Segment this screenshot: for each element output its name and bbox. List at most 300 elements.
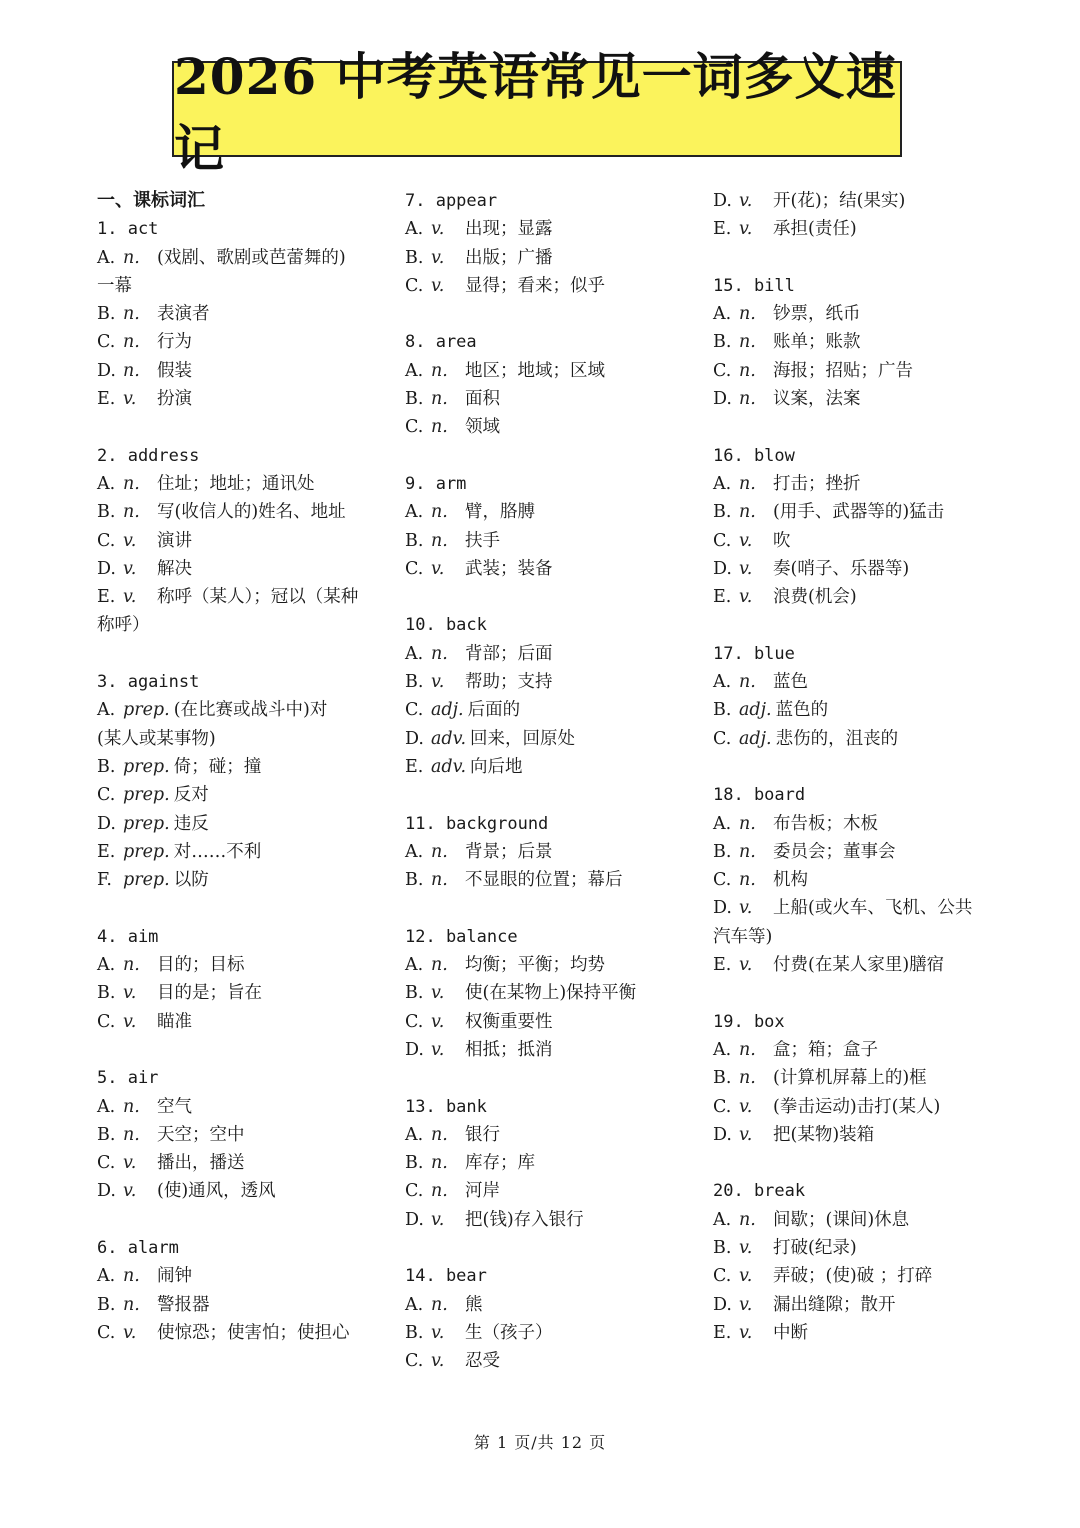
sense-letter: B. [405,389,424,410]
sense-text: 违反 [173,813,209,834]
column-3 [713,187,1003,1347]
word-heading: 4. aim [97,926,159,947]
sense-text: 不显眼的位置；幕后 [465,870,623,891]
word-heading: 1. act [97,219,159,240]
part-of-speech: v. [431,1351,445,1372]
sense-letter: C. [97,1153,116,1174]
sense-item [97,1121,387,1149]
part-of-speech: n. [431,502,448,523]
sense-letter: B. [713,1237,732,1258]
sense-text: 打破(纪录) [773,1237,857,1258]
sense-letter: C. [405,1181,424,1202]
sense-text: 表演者 [157,304,210,325]
sense-item [405,244,695,272]
sense-text: 付费(在某人家里)膳宿 [773,955,945,976]
sense-letter: A. [97,1266,116,1287]
part-of-speech: n. [739,1209,756,1230]
part-of-speech: v. [431,1039,445,1060]
sense-item [405,1036,695,1064]
sense-letter: A. [405,955,424,976]
sense-letter: E. [97,841,116,862]
sense-text: 把(某物)装箱 [773,1124,875,1145]
part-of-speech: n. [739,360,756,381]
sense-letter: A. [97,247,116,268]
sense-text: 假装 [157,360,192,381]
sense-text: 空气 [157,1096,192,1117]
entry-spacer [405,1234,695,1262]
sense-item [713,810,1003,838]
part-of-speech: v. [739,219,753,240]
sense-item [97,300,387,328]
part-of-speech: n. [431,643,448,664]
part-of-speech: v. [123,1322,137,1343]
sense-text: 住址；地址；通讯处 [157,473,315,494]
sense-text: 向后地 [470,756,523,777]
sense-item [405,668,695,696]
sense-letter: A. [713,672,732,693]
sense-item [97,385,387,413]
page-footer: 第 1 页/共 12 页 [473,1433,607,1452]
part-of-speech: v. [431,558,445,579]
sense-letter: D. [405,1039,424,1060]
part-of-speech: prep. [123,785,170,806]
part-of-speech: v. [431,983,445,1004]
part-of-speech: v. [431,1209,445,1230]
sense-item [97,810,387,838]
sense-letter: C. [405,700,424,721]
entry-spacer [405,442,695,470]
sense-item [97,555,387,583]
sense-letter: A. [97,955,116,976]
word-heading: 19. box [713,1011,785,1032]
sense-item [713,696,1003,724]
entry-spacer [713,1149,1003,1177]
part-of-speech: n. [123,473,140,494]
sense-letter: E. [405,756,424,777]
sense-letter: A. [713,473,732,494]
sense-item [713,838,1003,866]
sense-letter: A. [97,473,116,494]
sense-letter: C. [97,1011,116,1032]
sense-item [405,838,695,866]
sense-letter: D. [97,1181,116,1202]
sense-text: 显得；看来；似乎 [465,275,605,296]
sense-text: 瞄准 [157,1011,192,1032]
word-heading: 14. bear [405,1266,487,1287]
sense-letter: C. [713,360,732,381]
sense-text: 出版；广播 [465,247,553,268]
page-title: 2026 中考英语常见一词多义速记 [174,47,897,178]
sense-item [405,215,695,243]
sense-letter: A. [405,360,424,381]
sense-letter: C. [405,417,424,438]
entry-spacer [405,894,695,922]
sense-letter: E. [97,389,116,410]
title-banner [172,47,902,178]
part-of-speech: v. [431,219,445,240]
sense-item [713,894,1003,922]
sense-letter: B. [405,1153,424,1174]
part-of-speech: v. [123,389,137,410]
sense-letter: E. [713,1322,732,1343]
sense-item [405,555,695,583]
entry-spacer [405,1064,695,1092]
sense-text: 中断 [773,1322,808,1343]
word-heading: 11. background [405,813,549,834]
part-of-speech: v. [431,247,445,268]
sense-letter: C. [405,275,424,296]
sense-text: 面积 [465,389,500,410]
sense-letter: B. [713,841,732,862]
sense-letter: D. [97,558,116,579]
sense-letter: D. [713,1294,732,1315]
sense-letter: B. [97,756,116,777]
sense-letter: A. [405,502,424,523]
sense-letter: C. [713,530,732,551]
part-of-speech: v. [123,530,137,551]
part-of-speech: v. [431,672,445,693]
sense-item [405,385,695,413]
sense-text: 上船(或火车、飞机、公共 [773,898,973,919]
sense-continuation: 称呼） [97,615,150,636]
part-of-speech: v. [123,587,137,608]
part-of-speech: v. [739,1266,753,1287]
sense-text: 蓝色 [773,672,808,693]
sense-letter: C. [97,530,116,551]
entry-spacer [713,611,1003,639]
sense-letter: B. [713,332,732,353]
sense-item [97,470,387,498]
part-of-speech: n. [431,1124,448,1145]
sense-text: 目的；目标 [157,955,245,976]
part-of-speech: n. [739,672,756,693]
sense-item [97,1149,387,1177]
sense-item [713,300,1003,328]
sense-text: 播出，播送 [157,1153,245,1174]
part-of-speech: n. [739,813,756,834]
sense-text: 扮演 [157,389,192,410]
part-of-speech: v. [739,558,753,579]
sense-text: 天空；空中 [157,1124,245,1145]
sense-item [405,413,695,441]
sense-letter: A. [97,700,116,721]
part-of-speech: n. [123,304,140,325]
sense-item [405,866,695,894]
sense-letter: D. [713,389,732,410]
part-of-speech: prep. [123,700,170,721]
part-of-speech: v. [123,1153,137,1174]
part-of-speech: v. [739,955,753,976]
part-of-speech: v. [739,1096,753,1117]
part-of-speech: n. [431,530,448,551]
part-of-speech: n. [739,389,756,410]
sense-item [97,753,387,781]
entry-spacer [713,753,1003,781]
sense-item [97,1291,387,1319]
sense-letter: B. [405,983,424,1004]
sense-text: 扶手 [465,530,500,551]
sense-item [405,272,695,300]
sense-item [713,1234,1003,1262]
sense-text: (在比赛或战斗中)对 [173,700,328,721]
sense-letter: A. [97,1096,116,1117]
sense-text: 委员会；董事会 [773,841,896,862]
sense-text: 武装；装备 [465,558,553,579]
sense-text: 开(花)；结(果实) [773,191,906,211]
part-of-speech: n. [739,870,756,891]
sense-text: 回来，回原处 [470,728,576,749]
sense-text: 盒；箱；盒子 [773,1039,878,1060]
sense-item [405,498,695,526]
word-heading: 12. balance [405,926,518,947]
sense-letter: A. [405,643,424,664]
sense-text: 弄破；(使)破 ；打碎 [773,1266,933,1287]
sense-letter: C. [713,870,732,891]
sense-text: 相抵；抵消 [465,1039,553,1060]
part-of-speech: adj. [739,728,772,749]
sense-text: (戏剧、歌剧或芭蕾舞的) [157,247,346,268]
sense-letter: A. [405,219,424,240]
sense-item [97,498,387,526]
sense-item [97,1008,387,1036]
sense-letter: C. [405,1011,424,1032]
sense-letter: A. [405,841,424,862]
part-of-speech: v. [123,1181,137,1202]
sense-item [97,1262,387,1290]
sense-item [713,1121,1003,1149]
sense-letter: B. [97,983,116,1004]
sense-item [405,1177,695,1205]
sense-letter: B. [713,700,732,721]
entry-spacer [97,894,387,922]
part-of-speech: n. [431,955,448,976]
sense-letter: E. [713,219,732,240]
part-of-speech: n. [123,1124,140,1145]
sense-item [405,725,695,753]
part-of-speech: n. [123,1096,140,1117]
sense-text: 警报器 [157,1294,210,1315]
part-of-speech: n. [739,332,756,353]
word-heading: 8. area [405,332,477,353]
entry-spacer [713,413,1003,441]
sense-item [405,1149,695,1177]
entry-spacer [713,244,1003,272]
sense-letter: F. [97,870,112,891]
word-heading: 18. board [713,785,806,806]
part-of-speech: v. [123,558,137,579]
part-of-speech: v. [739,1124,753,1145]
sense-text: 河岸 [465,1181,500,1202]
part-of-speech: n. [739,1039,756,1060]
part-of-speech: n. [739,841,756,862]
part-of-speech: adj. [739,700,772,721]
sense-letter: C. [97,1322,116,1343]
sense-item [713,668,1003,696]
part-of-speech: n. [431,360,448,381]
column-1 [97,187,387,1347]
sense-text: 领域 [465,417,500,438]
sense-text: (用手、武器等的)猛击 [773,502,945,523]
sense-continuation: 汽车等) [713,926,773,947]
sense-item [405,357,695,385]
sense-text: 吹 [773,530,791,551]
entry-spacer [97,640,387,668]
part-of-speech: n. [431,841,448,862]
sense-text: 均衡；平衡；均势 [465,955,605,976]
sense-item [713,498,1003,526]
part-of-speech: n. [123,360,140,381]
part-of-speech: n. [739,502,756,523]
sense-text: 奏(哨子、乐器等) [773,558,910,579]
part-of-speech: adv. [431,728,467,749]
sense-text: 以防 [173,870,209,891]
sense-letter: C. [713,1266,732,1287]
sense-item [405,527,695,555]
sense-item [97,244,387,272]
sense-text: 对……不利 [173,841,262,862]
sense-text: 背景；后景 [465,841,553,862]
sense-item [405,979,695,1007]
sense-item [97,1093,387,1121]
sense-letter: A. [405,1294,424,1315]
part-of-speech: n. [431,1294,448,1315]
sense-item [97,527,387,555]
entry-spacer [97,1036,387,1064]
sense-letter: D. [405,728,424,749]
part-of-speech: adv. [431,756,467,777]
word-heading: 17. blue [713,643,795,664]
sense-text: 使(在某物上)保持平衡 [465,983,637,1004]
part-of-speech: n. [123,332,140,353]
sense-text: 把(钱)存入银行 [465,1209,584,1230]
sense-item [97,583,387,611]
sense-text: 熊 [465,1294,483,1315]
sense-letter: C. [713,728,732,749]
part-of-speech: v. [739,898,753,919]
sense-letter: B. [405,672,424,693]
sense-item [713,725,1003,753]
sense-text: 承担(责任) [773,219,857,240]
entry-spacer [97,413,387,441]
sense-text: 银行 [465,1124,500,1145]
sense-text: 闹钟 [157,1266,192,1287]
part-of-speech: n. [123,955,140,976]
word-heading: 3. against [97,672,200,693]
sense-item [405,753,695,781]
sense-item [713,328,1003,356]
sense-letter: D. [97,813,116,834]
sense-text: 悲伤的，沮丧的 [775,728,899,749]
sense-item [97,979,387,1007]
part-of-speech: v. [739,587,753,608]
sense-item [405,1319,695,1347]
part-of-speech: prep. [123,841,170,862]
entry-spacer [405,781,695,809]
sense-text: (计算机屏幕上的)框 [773,1068,927,1089]
sense-letter: C. [405,1351,424,1372]
part-of-speech: n. [431,1153,448,1174]
sense-item [97,357,387,385]
sense-letter: C. [97,785,116,806]
sense-text: 倚；碰；撞 [173,756,262,777]
sense-letter: A. [405,1124,424,1145]
sense-item [713,1319,1003,1347]
column-2 [405,187,695,1375]
sense-continuation: 一幕 [97,275,132,296]
sense-text: 议案，法案 [773,389,861,410]
sense-item [713,555,1003,583]
sense-item [713,1064,1003,1092]
sense-letter: D. [713,558,732,579]
sense-text: 打击；挫折 [773,473,861,494]
sense-item [405,951,695,979]
sense-item [405,1347,695,1375]
sense-letter: D. [97,360,116,381]
part-of-speech: v. [123,1011,137,1032]
word-heading: 10. back [405,615,487,636]
part-of-speech: n. [123,502,140,523]
sense-text: 浪费(机会) [773,587,857,608]
sense-item [713,866,1003,894]
sense-letter: E. [97,587,116,608]
sense-letter: B. [405,530,424,551]
sense-text: 忍受 [465,1351,500,1372]
sense-item [713,583,1003,611]
part-of-speech: v. [739,530,753,551]
entry-spacer [97,1206,387,1234]
word-heading: 2. address [97,445,200,466]
sense-item [713,1291,1003,1319]
sense-text: 写(收信人的)姓名、地址 [157,502,346,523]
sense-text: 使惊恐；使害怕；使担心 [157,1322,350,1343]
sense-letter: E. [713,955,732,976]
sense-letter: B. [405,247,424,268]
sense-item [97,696,387,724]
sense-text: 账单；账款 [773,332,861,353]
sense-letter: A. [713,813,732,834]
sense-item [97,328,387,356]
sense-letter: D. [405,1209,424,1230]
part-of-speech: n. [739,1068,756,1089]
part-of-speech: adj. [431,700,464,721]
sense-item [405,640,695,668]
sense-letter: B. [97,1294,116,1315]
sense-text: 钞票，纸币 [773,304,861,325]
part-of-speech: prep. [123,756,170,777]
part-of-speech: n. [739,304,756,325]
sense-item [713,215,1003,243]
part-of-speech: v. [739,1294,753,1315]
part-of-speech: prep. [123,870,170,891]
part-of-speech: n. [431,417,448,438]
part-of-speech: n. [123,1266,140,1287]
sense-letter: A. [713,1209,732,1230]
sense-text: 称呼（某人）；冠以（某种 [157,587,359,608]
sense-text: 行为 [157,332,192,353]
sense-item [713,527,1003,555]
sense-item [405,1008,695,1036]
word-heading: 13. bank [405,1096,487,1117]
entry-spacer [405,300,695,328]
sense-item [97,1319,387,1347]
sense-item [97,781,387,809]
sense-item [713,1036,1003,1064]
sense-item [713,385,1003,413]
sense-text: 演讲 [157,530,192,551]
sense-text: 库存；库 [465,1153,535,1174]
sense-item [97,1177,387,1205]
sense-text: 臂，胳膊 [465,502,535,523]
